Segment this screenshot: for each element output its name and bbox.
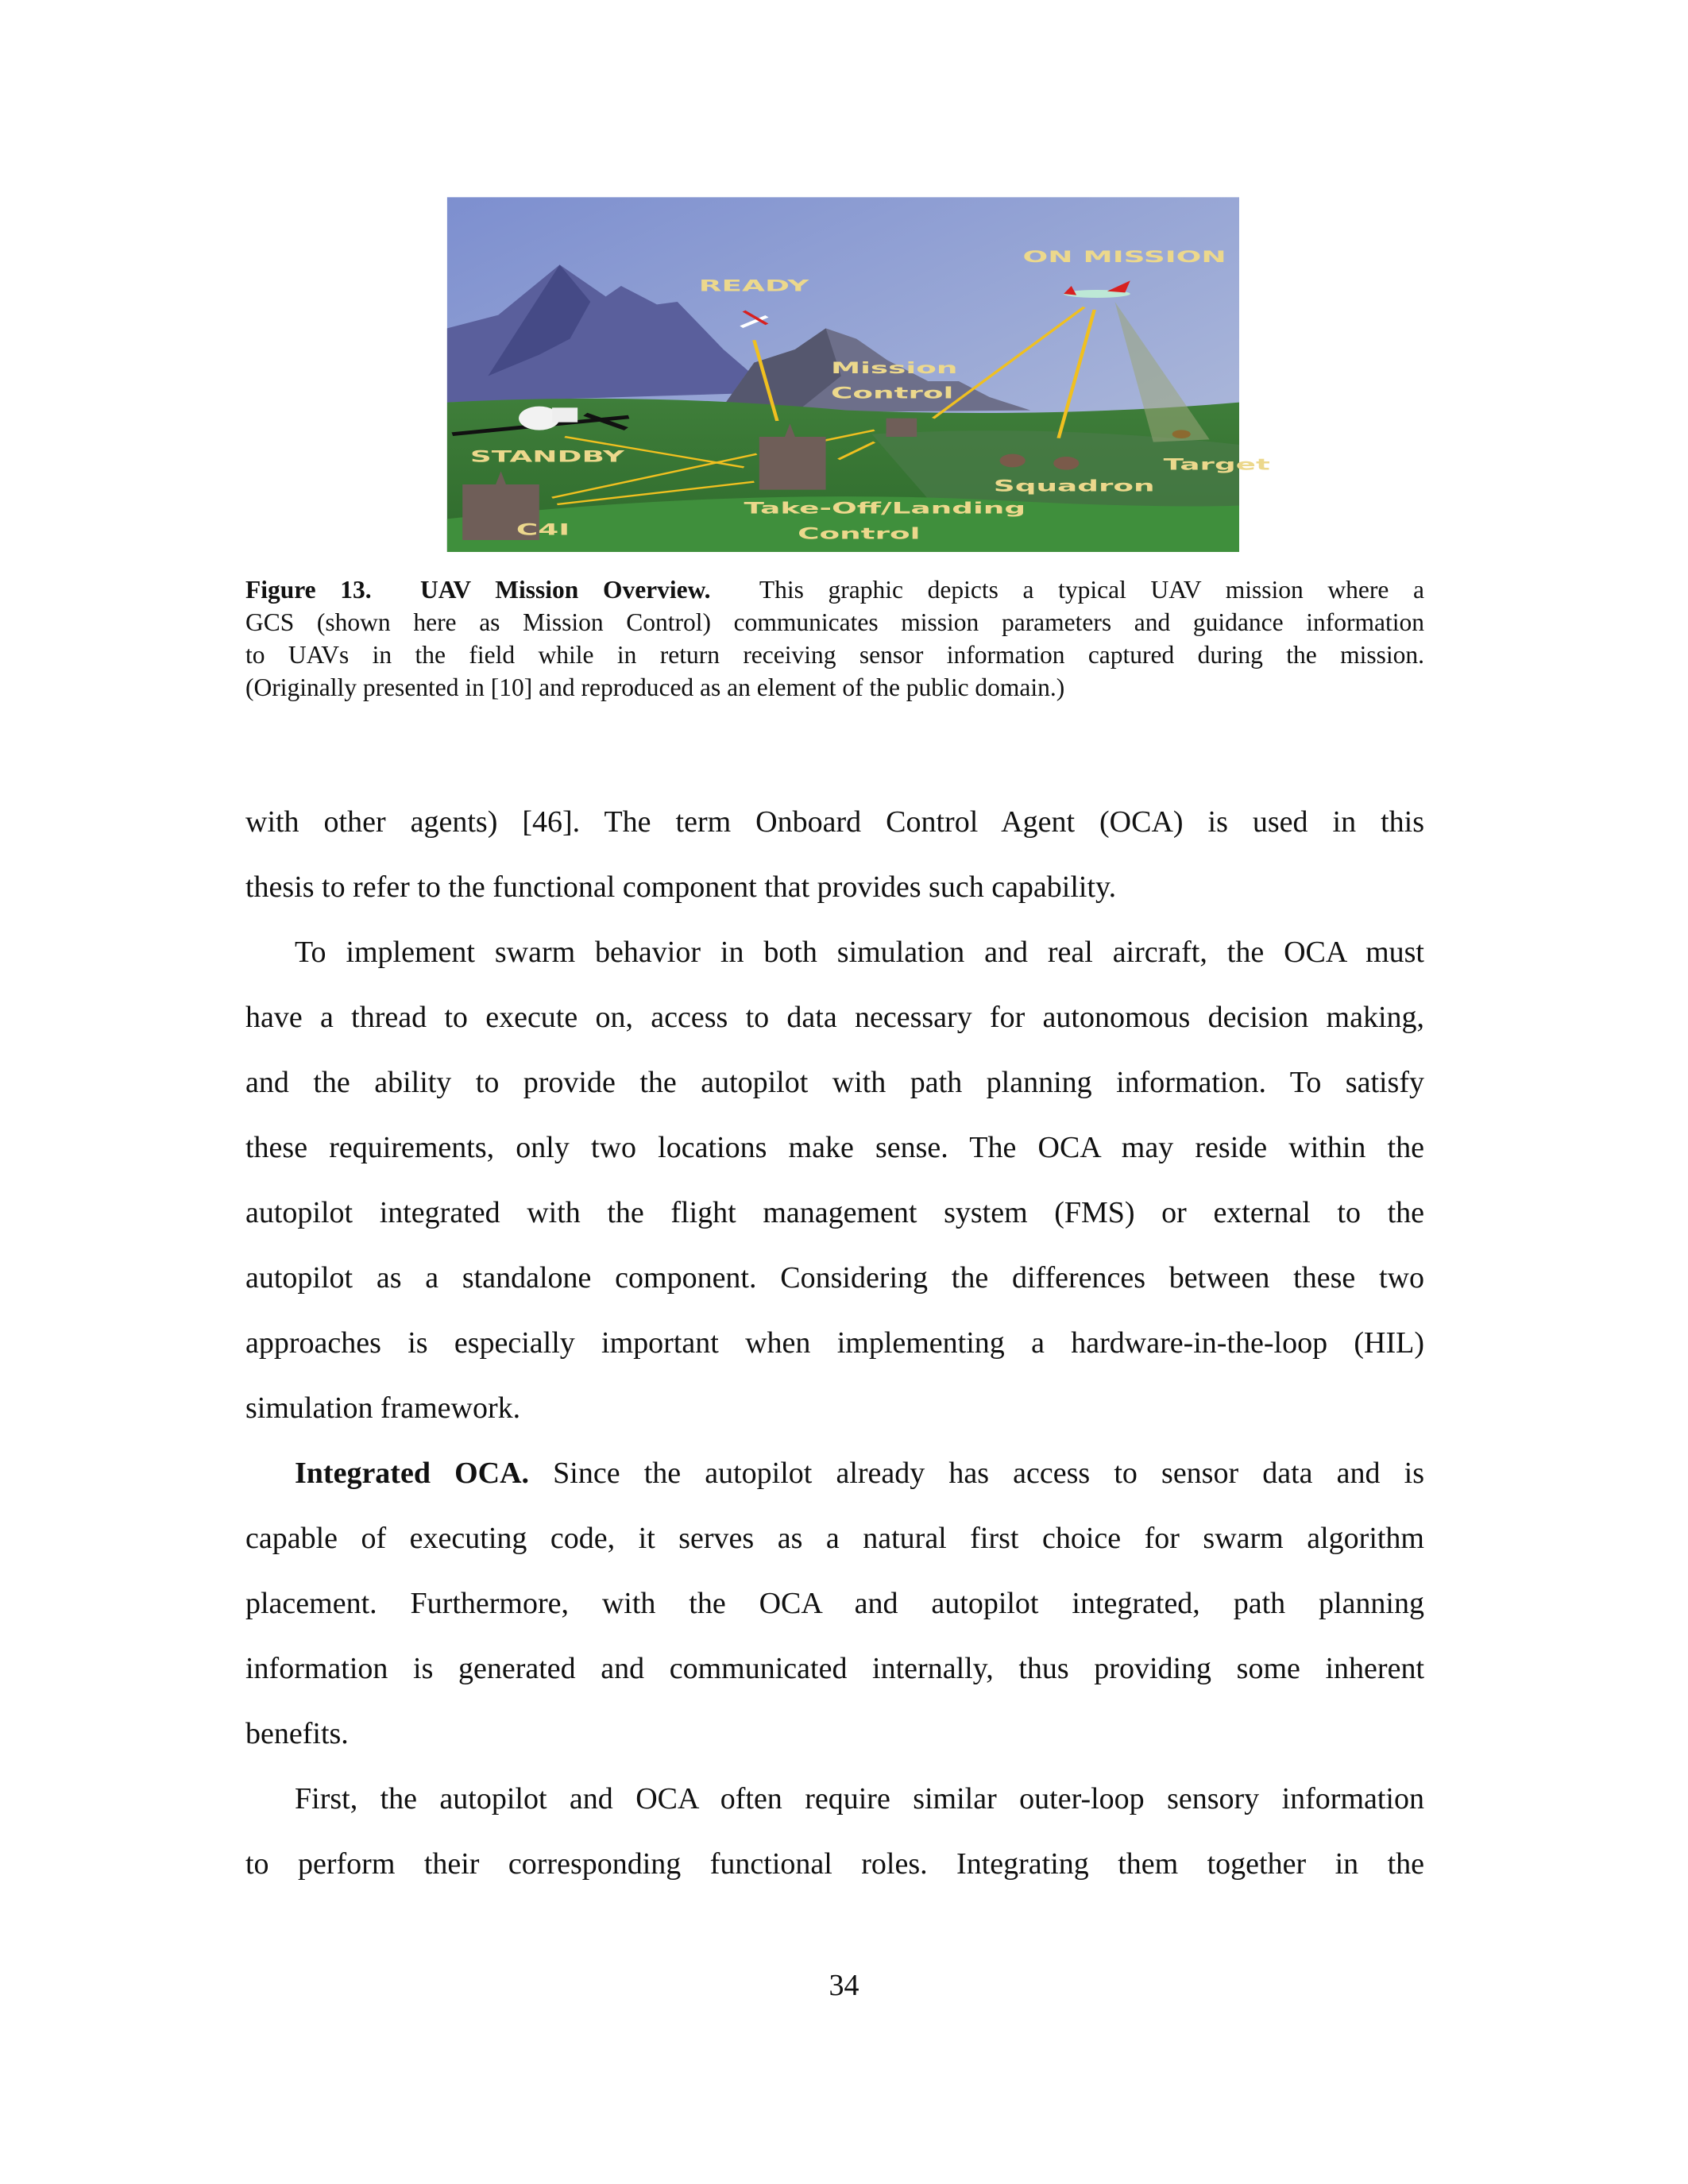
text-line: with other agents) [46]. The term Onboard Control Agent (OCA) is used in this bbox=[245, 805, 1424, 839]
text-line: simulation framework. bbox=[245, 1391, 521, 1425]
label-ready: READY bbox=[698, 277, 809, 295]
caption-line: GCS (shown here as Mission Control) communicates mission parameters and guidance information bbox=[245, 608, 1424, 636]
label-take-off-landing-1: Take-Off/Landing bbox=[744, 500, 1026, 518]
text-line: First, the autopilot and OCA often require similar outer-loop sensory information bbox=[295, 1782, 1424, 1815]
label-on-mission: ON MISSION bbox=[1022, 248, 1226, 267]
text-line: information is generated and communicated internally, thus providing some inherent bbox=[245, 1652, 1424, 1685]
label-squadron: Squadron bbox=[993, 477, 1155, 496]
label-standby: STANDBY bbox=[469, 448, 624, 466]
uav-mission-graphic bbox=[437, 191, 1270, 556]
caption-line bbox=[245, 573, 1424, 606]
label-mission-control-2: Control bbox=[830, 384, 954, 403]
body-text bbox=[245, 789, 1424, 1897]
figure-caption bbox=[245, 573, 1424, 704]
text-line: capable of executing code, it serves as a natural first choice for swarm algorithm bbox=[245, 1522, 1424, 1555]
text-span: Since the autopilot already has access to sensor data and is bbox=[529, 1457, 1424, 1490]
figure-uav-mission-overview bbox=[437, 191, 1270, 556]
label-c4i: C4I bbox=[516, 520, 570, 539]
caption-text: This graphic depicts a typical UAV mission where a bbox=[759, 576, 1425, 604]
text-line: thesis to refer to the functional component that provides such capability. bbox=[245, 870, 1117, 904]
squadron-vehicle bbox=[1000, 454, 1026, 468]
text-line: have a thread to execute on, access to data necessary for autonomous decision making, bbox=[245, 1001, 1424, 1034]
hangar-building bbox=[552, 407, 577, 422]
caption-line: (Originally presented in [10] and reproduced as an element of the public domain.) bbox=[245, 673, 1065, 701]
target-vehicle bbox=[1172, 430, 1191, 438]
mission-control-building bbox=[886, 419, 917, 437]
text-line bbox=[245, 1441, 1424, 1506]
text-line: To implement swarm behavior in both simulation and real aircraft, the OCA must bbox=[295, 936, 1424, 969]
text-line: approaches is especially important when implementing a hardware-in-the-loop (HIL) bbox=[245, 1326, 1424, 1360]
text-line: these requirements, only two locations make sense. The OCA may reside within the bbox=[245, 1131, 1424, 1164]
label-mission-control-1: Mission bbox=[830, 359, 958, 378]
text-line: and the ability to provide the autopilot with path planning information. To satisfy bbox=[245, 1066, 1424, 1099]
label-take-off-landing-2: Control bbox=[798, 524, 921, 543]
text-line: placement. Furthermore, with the OCA and autopilot integrated, path planning bbox=[245, 1587, 1424, 1620]
caption-line: to UAVs in the field while in return receiving sensor information captured during the mission. bbox=[245, 641, 1424, 669]
label-target: Target bbox=[1163, 456, 1270, 474]
text-line: to perform their corresponding functional roles. Integrating them together in the bbox=[245, 1847, 1424, 1881]
text-line: autopilot as a standalone component. Considering the differences between these two bbox=[245, 1261, 1424, 1295]
text-line: benefits. bbox=[245, 1717, 349, 1750]
squadron-vehicle bbox=[1053, 457, 1079, 470]
page-number: 34 bbox=[829, 1969, 859, 2002]
caption-label: Figure 13. bbox=[245, 576, 372, 604]
paragraph-heading: Integrated OCA. bbox=[295, 1457, 530, 1490]
caption-title: UAV Mission Overview. bbox=[420, 576, 711, 604]
text-line: autopilot integrated with the flight management system (FMS) or external to the bbox=[245, 1196, 1424, 1229]
